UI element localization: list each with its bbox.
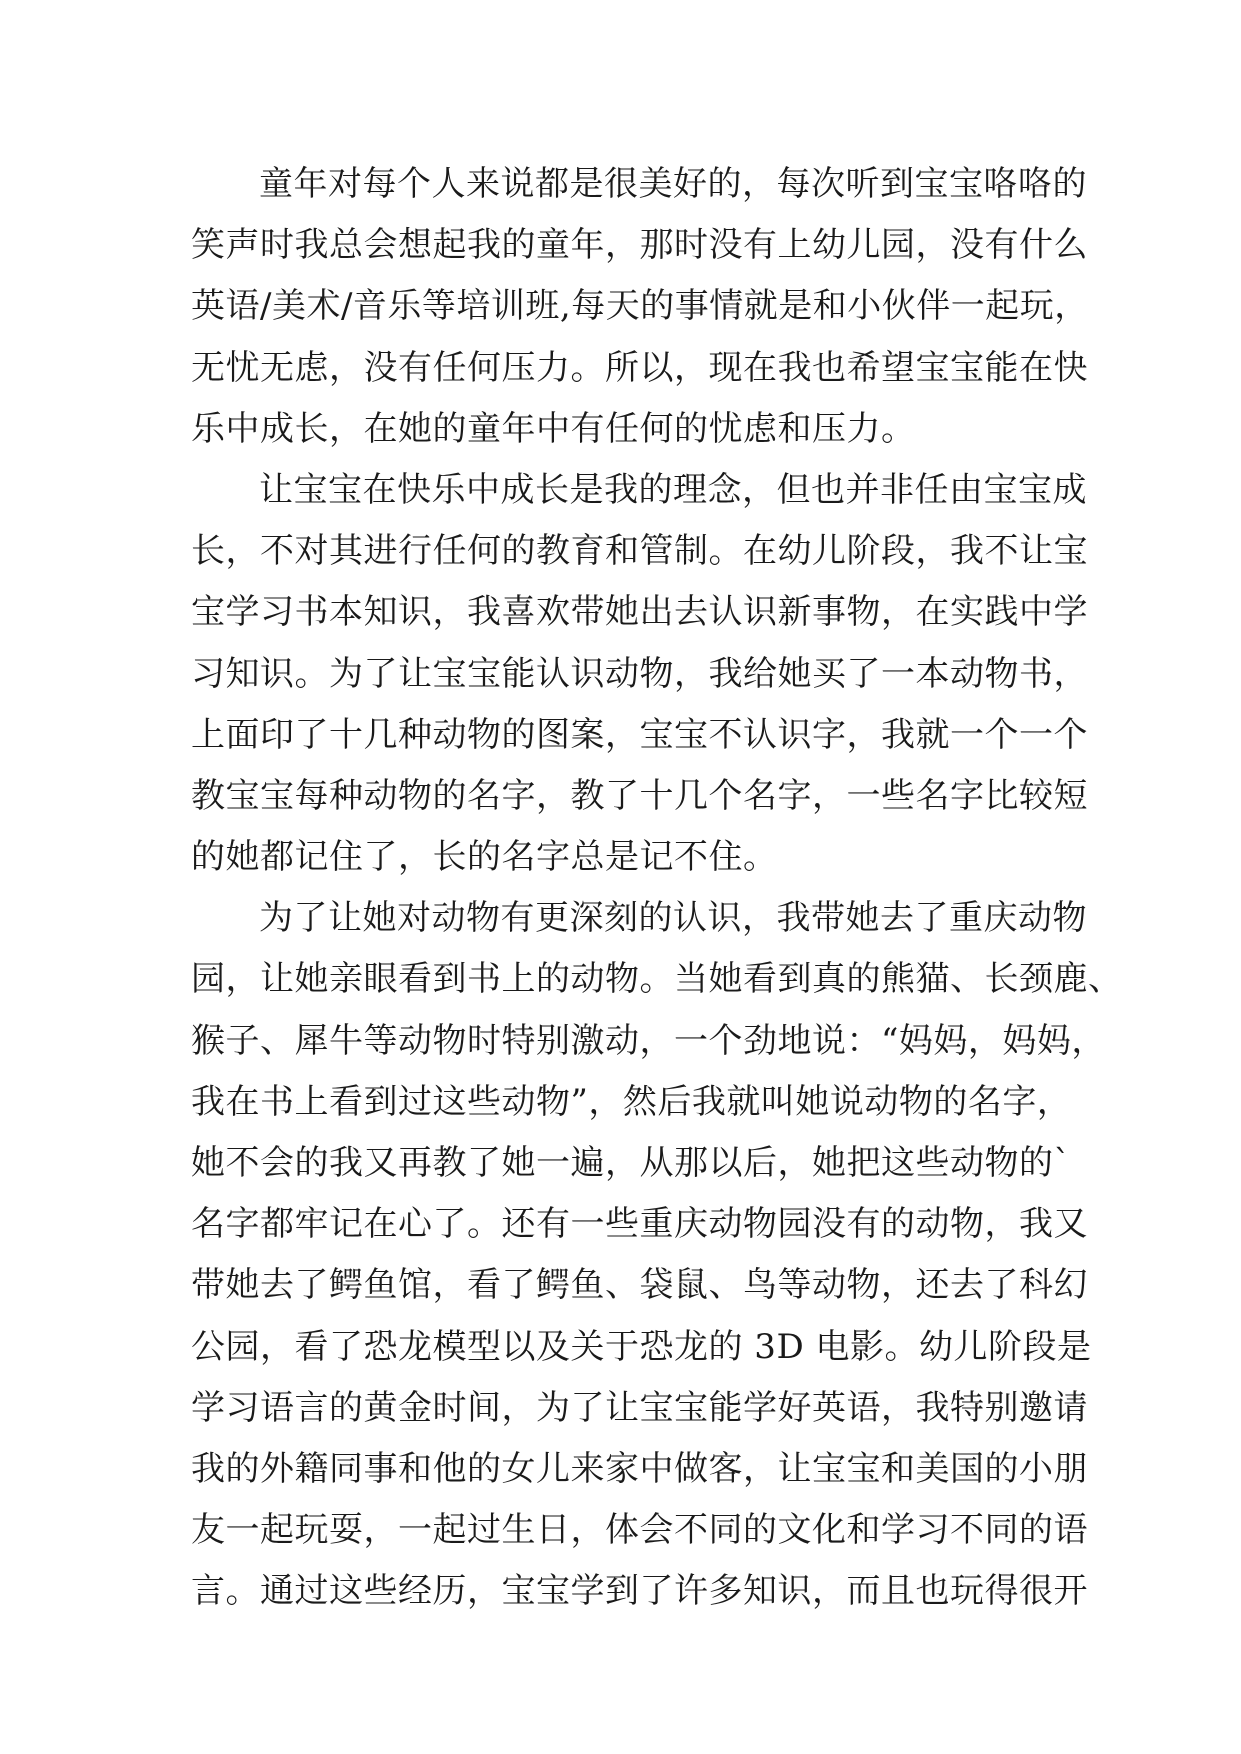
paragraph-line: 无忧无虑，没有任何压力。所以，现在我也希望宝宝能在快 — [191, 347, 1088, 388]
document-body — [191, 154, 1123, 1623]
paragraph-line: 上面印了十几种动物的图案，宝宝不认识字，我就一个一个 — [191, 714, 1088, 755]
paragraph-line: 习知识。为了让宝宝能认识动物，我给她买了一本动物书， — [191, 653, 1088, 694]
paragraph-line: 让宝宝在快乐中成长是我的理念，但也并非任由宝宝成 — [259, 469, 1087, 510]
paragraph-line: 我在书上看到过这些动物”，然后我就叫她说动物的名字， — [191, 1081, 1072, 1122]
paragraph-line: 教宝宝每种动物的名字，教了十几个名字，一些名字比较短 — [191, 775, 1088, 816]
paragraph-line: 友一起玩耍，一起过生日，体会不同的文化和学习不同的语 — [191, 1510, 1088, 1551]
paragraph-line: 猴子、犀牛等动物时特别激动，一个劲地说：“妈妈，妈妈， — [191, 1020, 1106, 1061]
paragraph-line: 笑声时我总会想起我的童年，那时没有上幼儿园，没有什么 — [191, 225, 1088, 266]
paragraph-line: 名字都牢记在心了。还有一些重庆动物园没有的动物，我又 — [191, 1204, 1088, 1245]
paragraph-line: 宝学习书本知识，我喜欢带她出去认识新事物，在实践中学 — [191, 592, 1088, 633]
paragraph-1 — [191, 154, 1089, 460]
paragraph-line: 公园，看了恐龙模型以及关于恐龙的 3D 电影。幼儿阶段是 — [191, 1326, 1092, 1367]
paragraph-line: 学习语言的黄金时间，为了让宝宝能学好英语，我特别邀请 — [191, 1387, 1088, 1428]
paragraph-line: 童年对每个人来说都是很美好的，每次听到宝宝咯咯的 — [259, 164, 1087, 204]
paragraph-line: 为了让她对动物有更深刻的认识，我带她去了重庆动物 — [259, 898, 1087, 939]
paragraph-2 — [191, 460, 1088, 888]
paragraph-line: 带她去了鳄鱼馆，看了鳄鱼、袋鼠、鸟等动物，还去了科幻 — [191, 1265, 1088, 1306]
paragraph-line: 言。通过这些经历，宝宝学到了许多知识，而且也玩得很开 — [191, 1571, 1088, 1612]
paragraph-line: 她不会的我又再教了她一遍，从那以后，她把这些动物的` — [191, 1143, 1071, 1183]
paragraph-line: 英语/美术/音乐等培训班,每天的事情就是和小伙伴一起玩， — [191, 286, 1089, 327]
paragraph-line: 园，让她亲眼看到书上的动物。当她看到真的熊猫、长颈鹿、 — [191, 959, 1123, 1000]
paragraph-line: 的她都记住了，长的名字总是记不住。 — [191, 837, 778, 878]
paragraph-3 — [191, 888, 1123, 1622]
paragraph-line: 长，不对其进行任何的教育和管制。在幼儿阶段，我不让宝 — [191, 531, 1088, 572]
paragraph-line: 我的外籍同事和他的女儿来家中做客，让宝宝和美国的小朋 — [191, 1448, 1088, 1489]
paragraph-line: 乐中成长，在她的童年中有任何的忧虑和压力。 — [191, 408, 916, 449]
